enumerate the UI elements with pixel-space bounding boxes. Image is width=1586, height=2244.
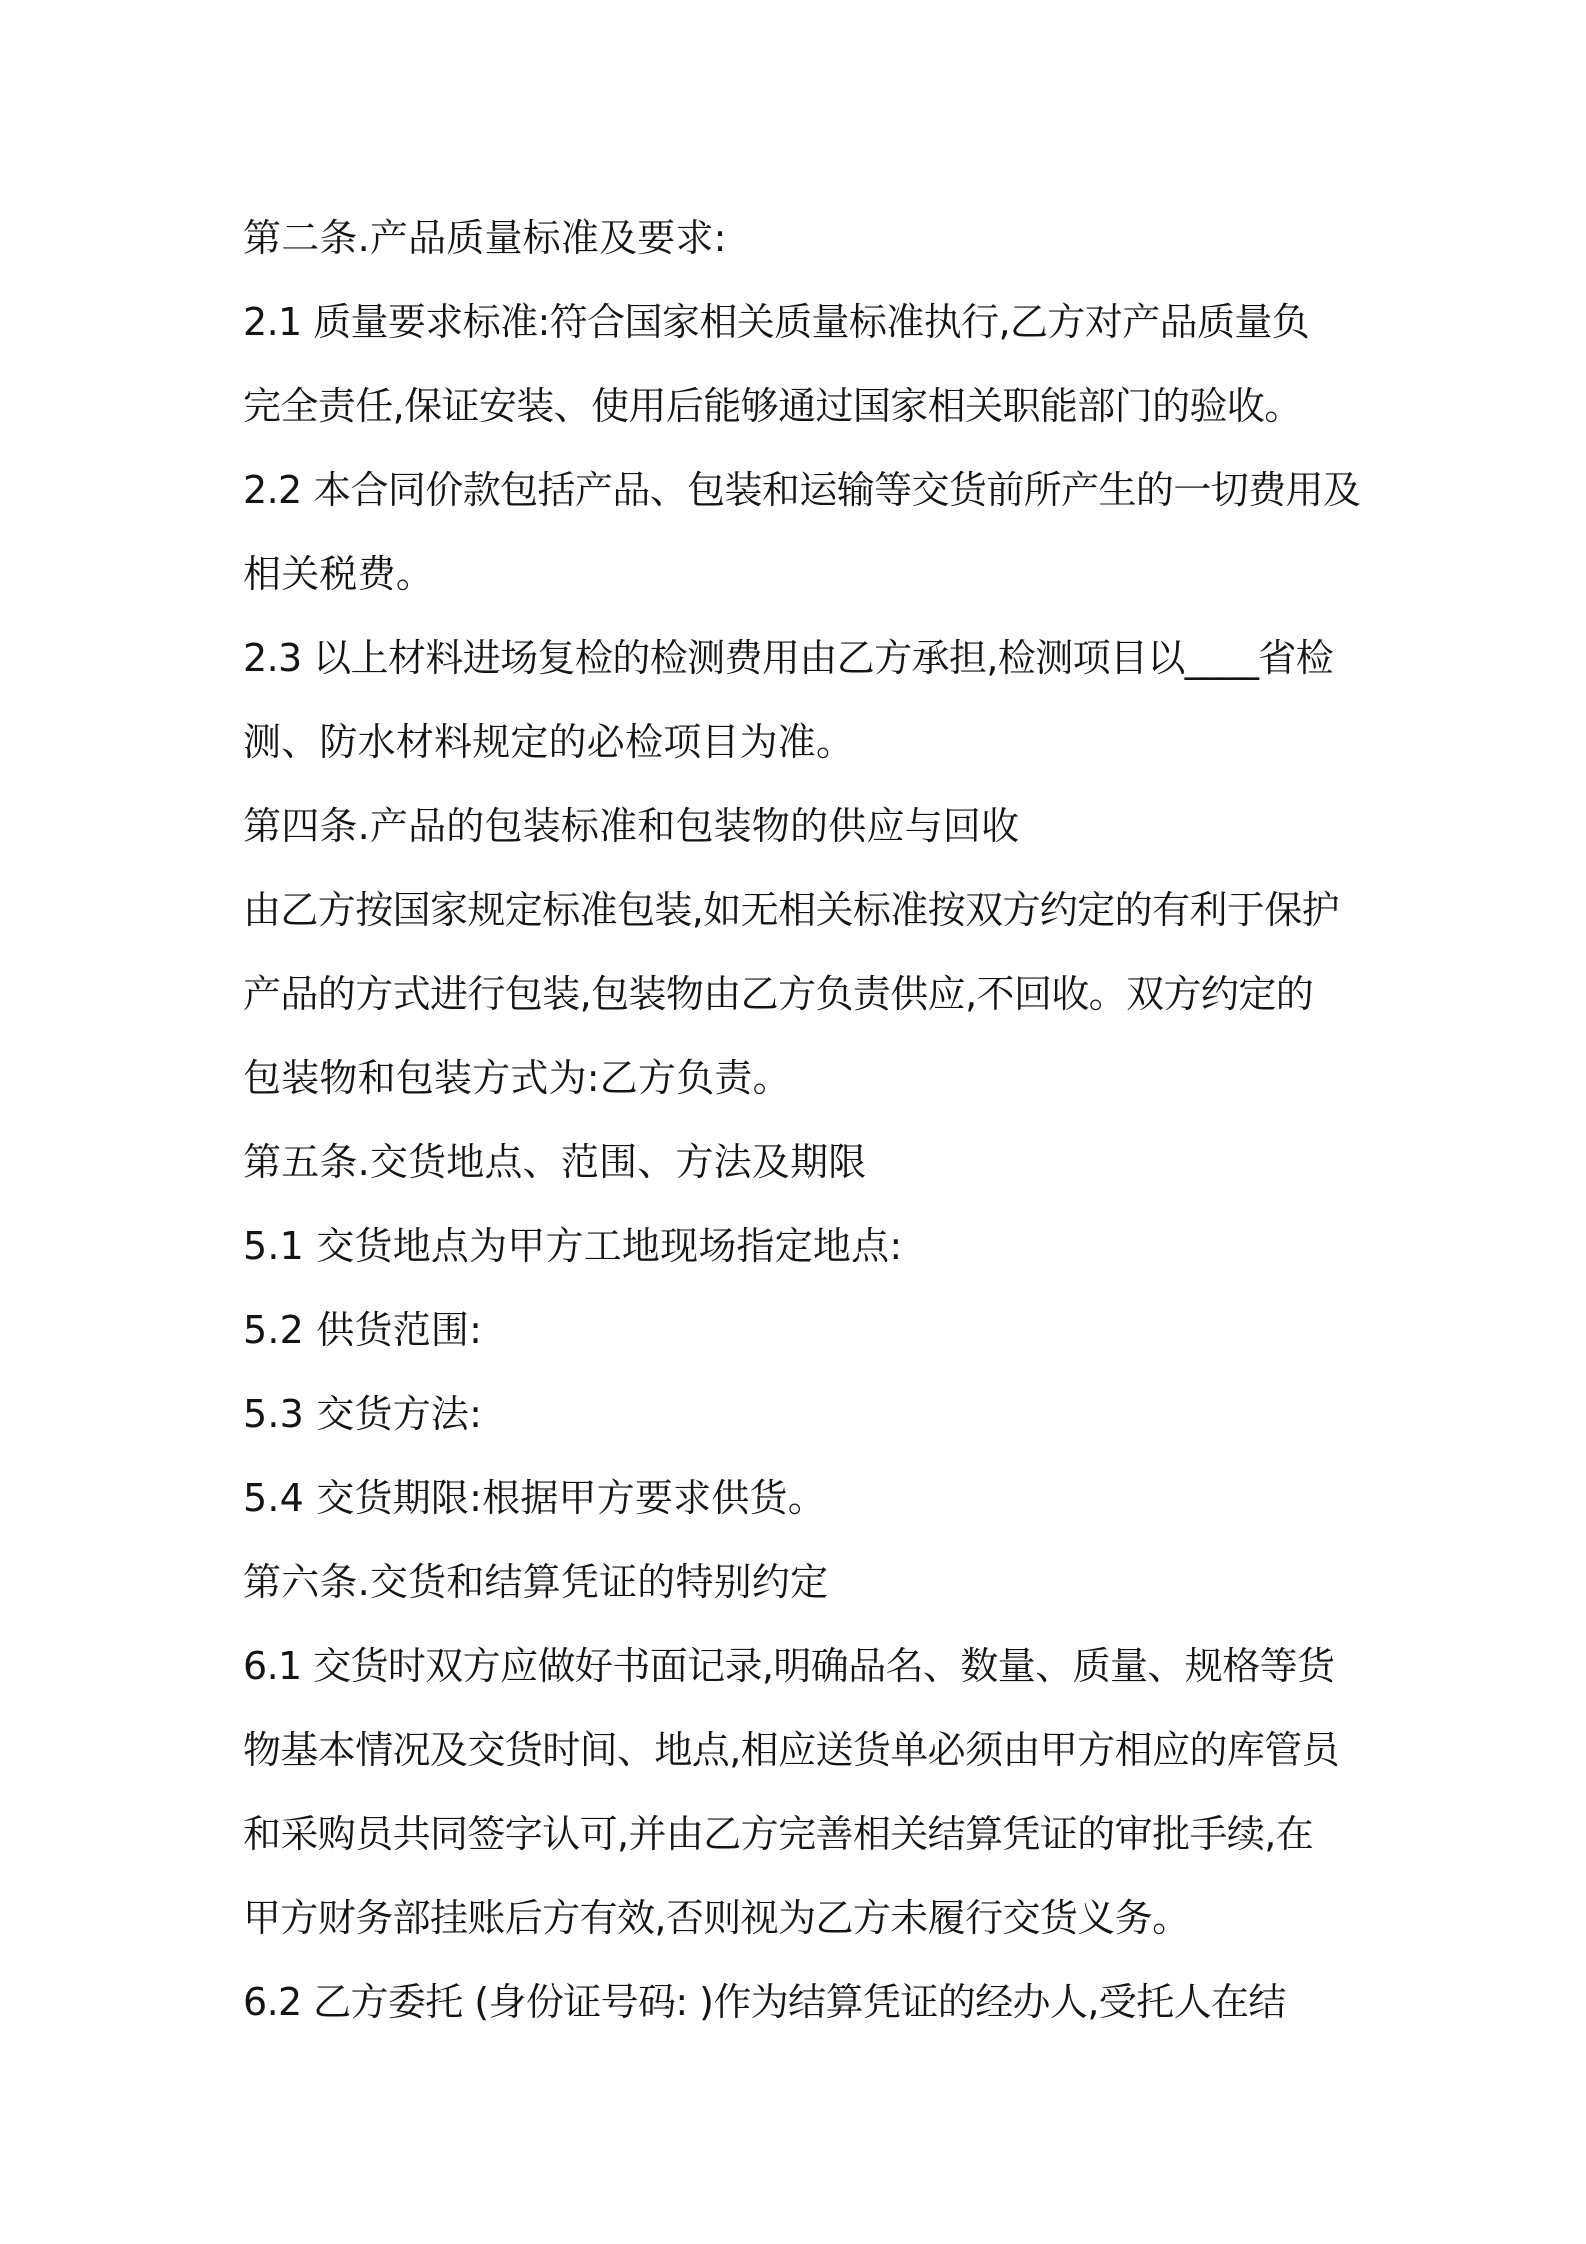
clause-6-1-line-2: 物基本情况及交货时间、地点,相应送货单必须由甲方相应的库管员 [243,1728,1340,1772]
clause-5-1: 5.1 交货地点为甲方工地现场指定地点: [243,1224,903,1268]
clause-2-2-line-1: 2.2 本合同价款包括产品、包装和运输等交货前所产生的一切费用及 [243,468,1361,512]
clause-2-1-line-1: 2.1 质量要求标准:符合国家相关质量标准执行,乙方对产品质量负 [243,300,1310,344]
article-4-line-2: 产品的方式进行包装,包装物由乙方负责供应,不回收。双方约定的 [243,972,1314,1016]
clause-5-2: 5.2 供货范围: [243,1308,483,1352]
article-5-heading: 第五条.交货地点、范围、方法及期限 [243,1140,867,1184]
clause-6-1-line-1: 6.1 交货时双方应做好书面记录,明确品名、数量、质量、规格等货 [243,1644,1335,1688]
clause-6-1-line-3: 和采购员共同签字认可,并由乙方完善相关结算凭证的审批手续,在 [243,1812,1314,1856]
clause-5-3: 5.3 交货方法: [243,1392,483,1436]
article-2-heading: 第二条.产品质量标准及要求: [243,216,727,260]
clause-2-2-line-2: 相关税费。 [243,552,435,596]
clause-6-1-line-4: 甲方财务部挂账后方有效,否则视为乙方未履行交货义务。 [243,1896,1190,1940]
article-4-heading: 第四条.产品的包装标准和包装物的供应与回收 [243,804,1020,848]
clause-5-4: 5.4 交货期限:根据甲方要求供货。 [243,1476,826,1520]
contract-text [243,196,1363,2044]
article-4-line-3: 包装物和包装方式为:乙方负责。 [243,1056,791,1100]
article-4-line-1: 由乙方按国家规定标准包装,如无相关标准按双方约定的有利于保护 [243,888,1340,932]
clause-2-3-line-2: 测、防水材料规定的必检项目为准。 [243,720,855,764]
clause-2-1-line-2: 完全责任,保证安装、使用后能够通过国家相关职能部门的验收。 [243,384,1302,428]
article-6-heading: 第六条.交货和结算凭证的特别约定 [243,1560,829,1604]
clause-2-3-line-1: 2.3 以上材料进场复检的检测费用由乙方承担,检测项目以____省检 [243,636,1334,680]
clause-6-2-line-1: 6.2 乙方委托 (身份证号码: )作为结算凭证的经办人,受托人在结 [243,1980,1286,2024]
